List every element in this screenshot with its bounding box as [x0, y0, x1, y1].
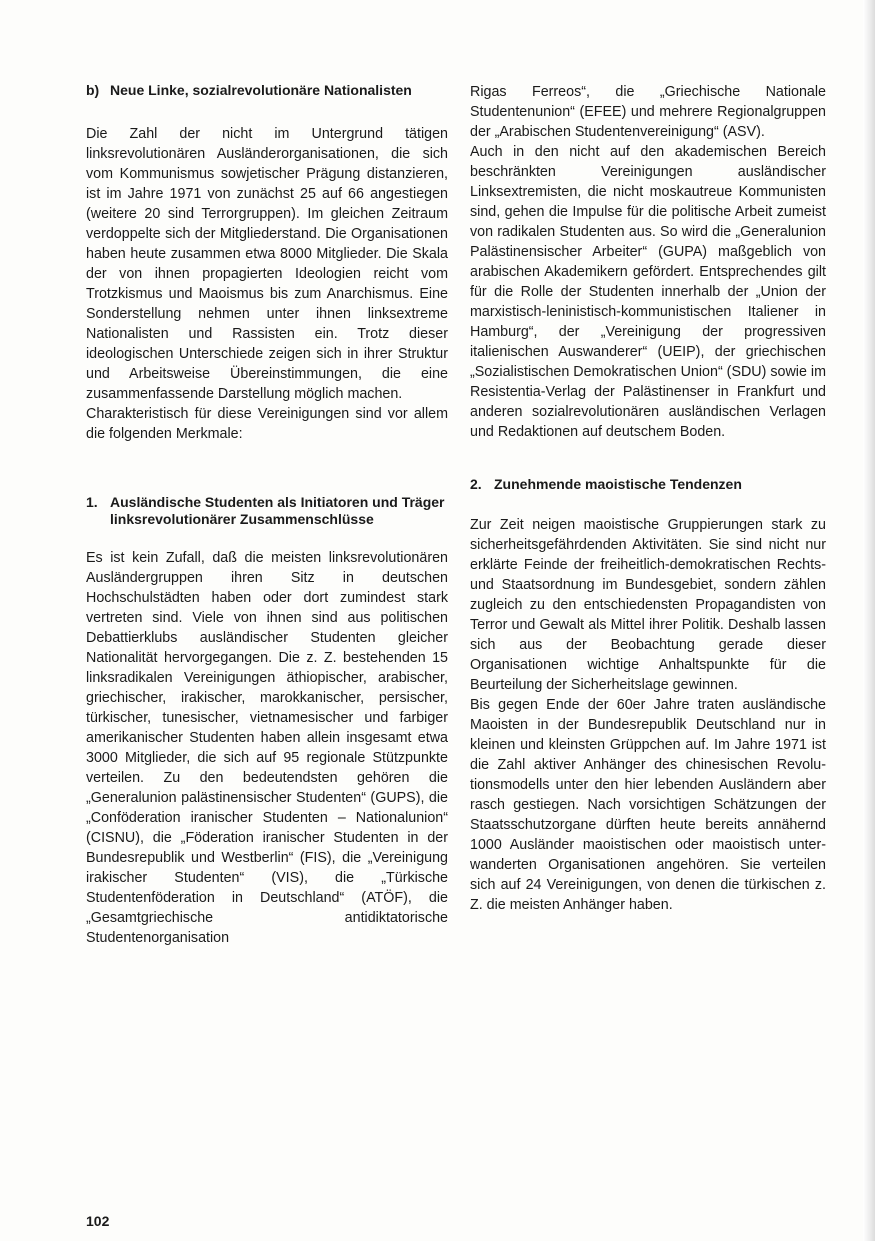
section-1-heading [86, 494, 448, 528]
section-2-paragraph-2: Bis gegen Ende der 60er Jahre traten ausländische Maoisten in der Bundesrepublik Deutschland nur in kleinen und kleinsten Grüppchen auf. Im Jahre 1971 ist die Zahl aktiver Anhänger des chinesischen Revolutionsmodells unter den hier lebenden Ausländern aber rasch gestiegen. Nach vorsichtigen Schätzungen der Staatsschutzorgane dürften heute bereits annähernd 1000 Ausländer maoistischen oder maoistisch unterwanderten Organisationen angehören. Sie verteilen sich auf 24 Vereinigungen, von denen die türkischen z. Z. die meisten Anhänger haben. [470, 697, 826, 913]
section-b-heading [86, 82, 448, 99]
left-column [86, 82, 448, 948]
section-b-paragraph-1: Die Zahl der nicht im Untergrund tätigen linksrevolutionären Ausländerorganisationen, die sich vom Kommunismus sowjetischer Prägung distanzieren, ist im Jahre 1971 von zunächst 25 auf 66 angestiegen (weitere 20 sind Terrorgruppen). Im gleichen Zeitraum verdoppelte sich der Mitgliederstand. Die Organisationen haben heute zusammen etwa 8000 Mitglieder. Die Skala der von ihnen propagierten Ideologien reicht vom Trotzkismus und Maoismus bis zum Anarchismus. Eine Sonderstellung nehmen unter ihnen linksextreme Nationalisten und Rassisten ein. Trotz dieser ideologischen Unterschiede zeigen sich in ihrer Struktur und Arbeitsweise Übereinstimmungen, die eine zusammenfassende Darstellung möglich machen. [86, 126, 448, 402]
page-number: 102 [86, 1213, 110, 1229]
section-2-label: 2. [470, 476, 482, 492]
section-b-paragraph-2: Charakteristisch für diese Vereinigungen sind vor allem die folgenden Merkmale: [86, 406, 448, 442]
section-b-title: Neue Linke, sozialrevolutionäre Nationalisten [110, 82, 412, 98]
section-2-title: Zunehmende maoistische Tendenzen [494, 476, 742, 492]
section-2-paragraph-1: Zur Zeit neigen maoistische Gruppierungen stark zu sicherheitsgefährdenden Aktivitäten. Sie sind nicht nur erklärte Feinde der freiheitlich-demokratischen Rechts- und Staatsordnung im Bundesgebiet, sondern zählen zugleich zu den entschiedensten Propagandisten von Terror und Gewalt als Mittel ihrer Politik. Deshalb lassen sich aus der Beobachtung gerade dieser Organisationen wichtige Anhaltspunkte für die Beurteilung der Sicherheitslage gewinnen. [470, 517, 826, 693]
right-column [470, 82, 826, 915]
section-1-label: 1. [86, 494, 98, 510]
section-1-title: Ausländische Studenten als Initiatoren und Träger linksrevolutionärer Zusammenschlüsse [110, 494, 445, 527]
section-b-label: b) [86, 82, 100, 98]
academic-paragraph: Auch in den nicht auf den akademischen Bereich beschränkten Vereinigungen ausländischer Linksextremisten, die nicht moskautreue Kommunisten sind, gehen die Impulse für die politische Arbeit zumeist von radikalen Studenten aus. So wird die „Generalunion Palästinensischer Arbeiter“ (GUPA) maßgeblich von arabischen Akademikern gefördert. Entsprechendes gilt für die Rolle der Studenten innerhalb der „Union der marxistisch-leninistisch-kommunistischen Italiener in Hamburg“, der „Vereinigung der progressiven italienischen Auswanderer“ (UEIP), der griechischen „Sozialistischen Demokratischen Union“ (SDU) sowie im Resistentia-Verlag der Palästinenser in Frankfurt und anderen sozialrevolutionären ausländischen Verlagen und Redaktionen auf deutschem Boden. [470, 144, 826, 440]
section-1-paragraph-1: Es ist kein Zufall, daß die meisten linksrevolutionären Ausländergruppen ihren Sitz in deutschen Hochschulstädten haben oder dort zumindest stark vertreten sind. Viele von ihnen sind aus politischen Debattierklubs ausländischer Studenten gleicher Nationalität hervorgegangen. Die z. Z. bestehenden 15 linksradikalen Vereinigungen äthiopischer, arabischer, griechischer, irakischer, marokkanischer, persischer, türkischer, tunesischer, vietnamesischer und farbiger amerikanischer Studenten haben allein insgesamt etwa 3000 Mitglieder, die sich auf 95 regionale Stützpunkte verteilen. Zu den bedeutendsten gehören die „Generalunion palästinensischer Studenten“ (GUPS), die „Conföderation iranischer Studenten – Nationalunion“ (CISNU), die „Föderation iranischer Studenten in der Bundesrepublik und Westberlin“ (FIS), die „Vereinigung irakischer Studenten“ (VIS), die „Türkische Studentenföderation in Deutschland“ (ATÖF), die „Gesamtgriechische antidiktatorische Studentenorganisation [86, 550, 448, 946]
page-edge-shadow [863, 0, 875, 1241]
continuation-paragraph: Rigas Ferreos“, die „Griechische Nationale Studentenunion“ (EFEE) und mehrere Regionalgruppen der „Arabischen Studentenvereinigung“ (ASV). [470, 84, 826, 140]
section-2-heading [470, 476, 826, 493]
